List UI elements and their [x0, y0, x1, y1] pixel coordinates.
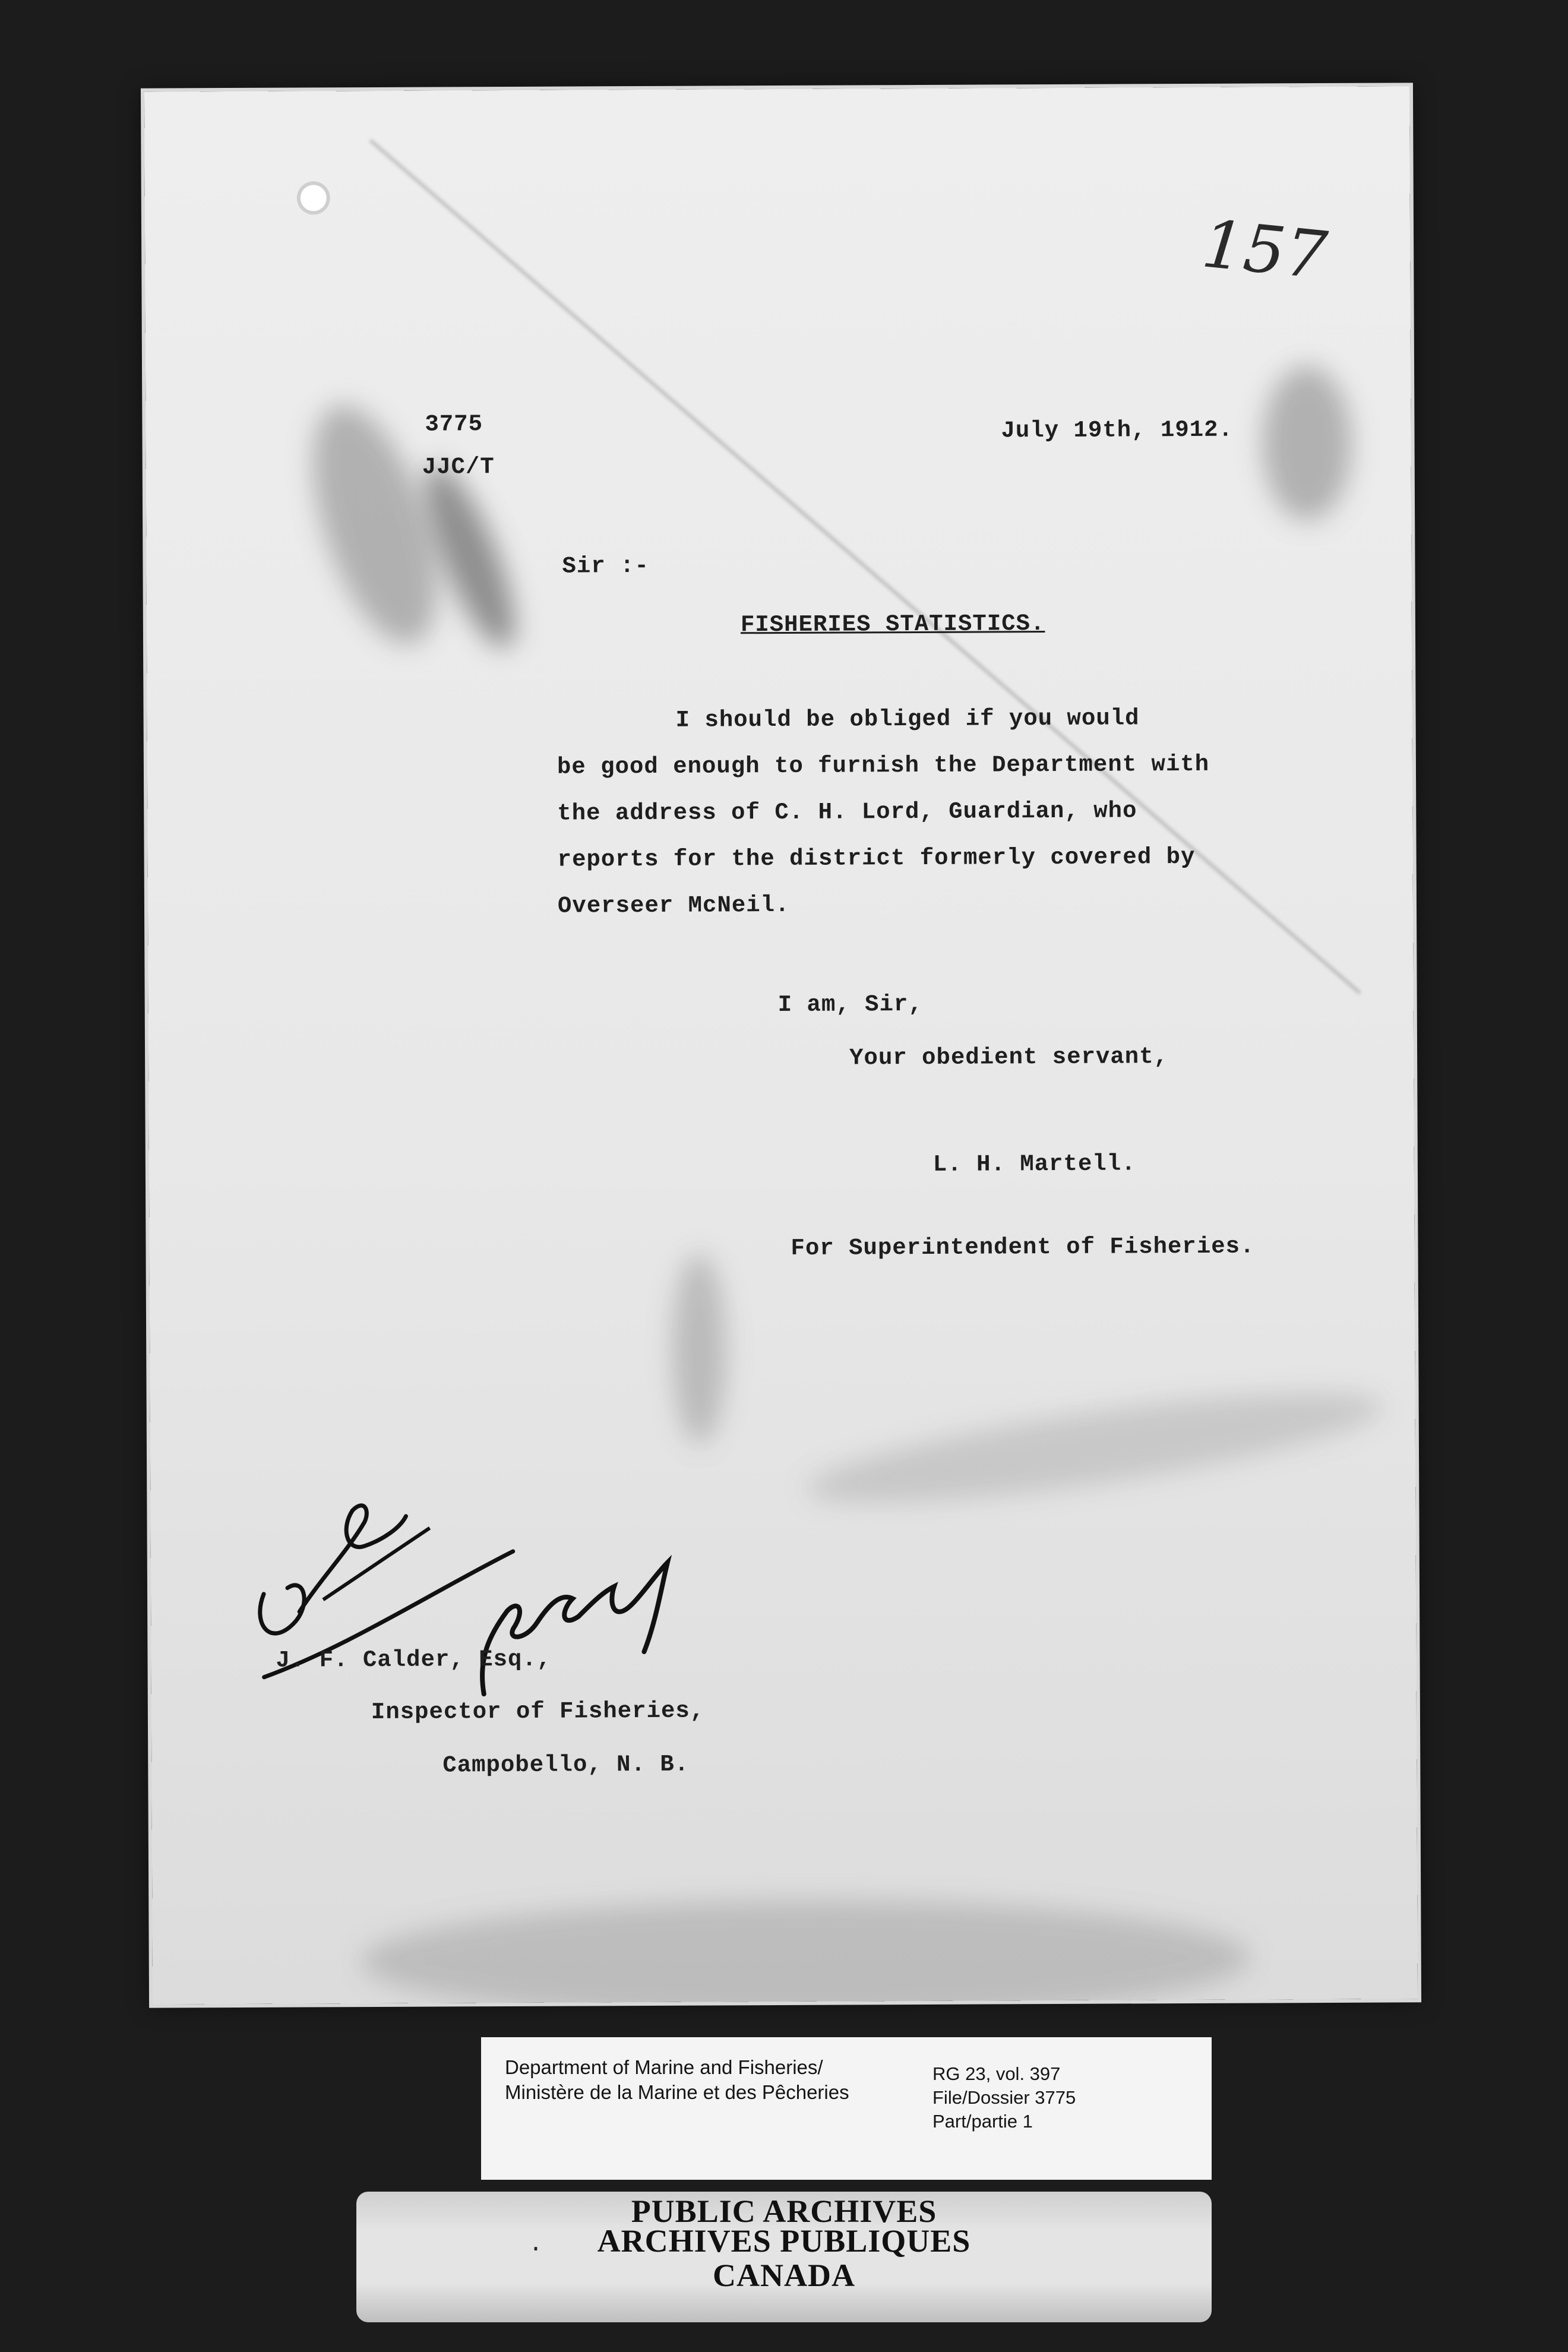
department-names	[505, 2055, 849, 2105]
reference-block	[932, 2062, 1076, 2133]
stamp-line: ARCHIVES PUBLIQUES	[597, 2223, 971, 2259]
folio-number: 157	[1199, 206, 1331, 294]
punch-hole	[301, 185, 327, 211]
addressee-name: J. F. Calder, Esq.,	[276, 1646, 552, 1674]
handwritten-initials	[227, 1396, 763, 1731]
part-reference: Part/partie 1	[932, 2111, 1033, 2132]
stamp-dot: ·	[529, 2236, 543, 2263]
smudge	[1262, 366, 1352, 521]
body-line: the address of C. H. Lord, Guardian, who	[557, 798, 1137, 827]
addressee-title: Inspector of Fisheries,	[371, 1697, 705, 1726]
addressee-location: Campobello, N. B.	[442, 1751, 690, 1779]
stamp-line: PUBLIC ARCHIVES	[631, 2193, 937, 2229]
file-number: 3775	[425, 411, 483, 438]
signatory-title: For Superintendent of Fisheries.	[791, 1233, 1255, 1262]
smudge	[801, 1371, 1387, 1525]
subject-line: FISHERIES STATISTICS.	[740, 611, 1045, 638]
department-french: Ministère de la Marine et des Pêcheries	[505, 2081, 849, 2103]
body-line: reports for the district formerly covered by	[557, 843, 1196, 873]
archives-stamp	[356, 2192, 1212, 2322]
signatory-name: L. H. Martell.	[932, 1150, 1136, 1178]
closing-line: Your obedient servant,	[849, 1044, 1169, 1071]
file-reference: File/Dossier 3775	[932, 2087, 1076, 2108]
body-line: be good enough to furnish the Department with	[557, 751, 1210, 780]
salutation: Sir :-	[562, 552, 650, 580]
record-group: RG 23, vol. 397	[932, 2063, 1061, 2084]
body-line: Overseer McNeil.	[557, 892, 790, 919]
closing-line: I am, Sir,	[777, 991, 923, 1019]
archive-label	[481, 2037, 1212, 2180]
department-english: Department of Marine and Fisheries/	[505, 2056, 823, 2078]
smudge	[360, 1899, 1251, 2005]
body-line: I should be obliged if you would	[675, 705, 1140, 734]
letter-sheet	[144, 86, 1418, 2004]
letter-date: July 19th, 1912.	[1001, 416, 1234, 444]
typist-initials: JJC/T	[422, 454, 495, 480]
stamp-line: CANADA	[713, 2258, 855, 2293]
